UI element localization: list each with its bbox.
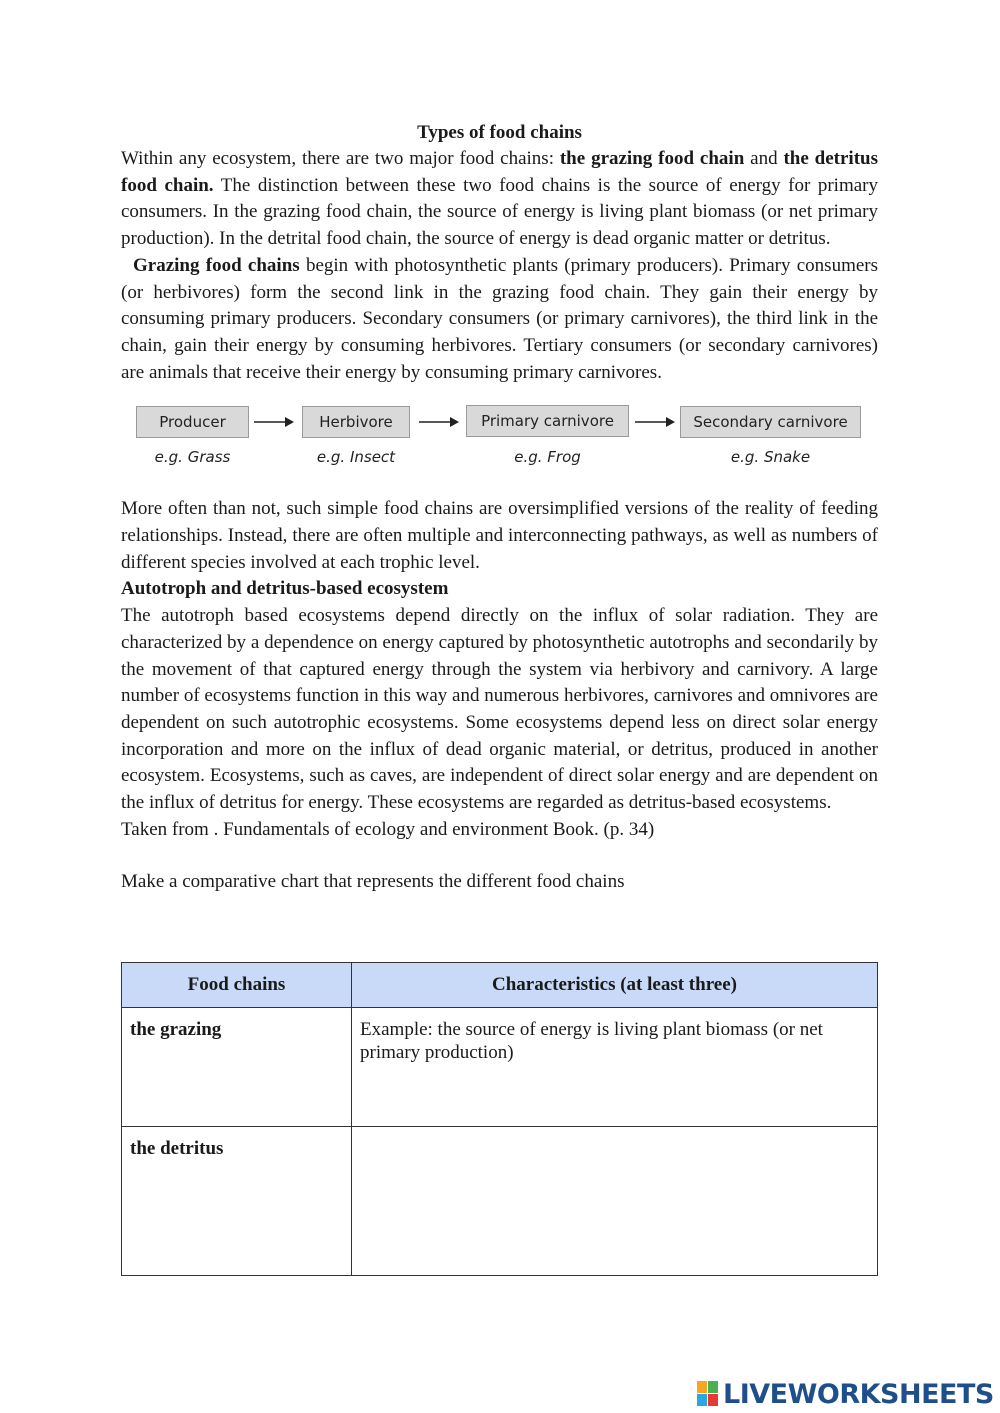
source-citation: Taken from . Fundamentals of ecology and environment Book. (p. 34): [121, 818, 655, 840]
arrow-icon: [254, 416, 294, 428]
herbivore-box: Herbivore: [302, 406, 410, 438]
liveworksheets-logo: [697, 1377, 994, 1411]
brand-name: LIVEWORKSHEETS: [723, 1378, 994, 1410]
producer-example: e.g. Grass: [154, 448, 231, 467]
worksheet-page: [121, 119, 878, 896]
primary-carnivore-example: e.g. Frog: [514, 448, 581, 467]
grazing-paragraph: Grazing food chains begin with photosynthetic plants (primary producers). Primary consumers (or herbivores) form the second link in the grazing food chain. They gain their energy by consuming primary producers. Secondary consumers (or primary carnivores), the third link in the chain, gain their energy by consuming herbivores. Tertiary consumers (or secondary carnivores) are animals that receive their energy by consuming primary carnivores.: [121, 254, 879, 383]
arrow-icon: [419, 416, 459, 428]
autotroph-paragraph: The autotroph based ecosystems depend directly on the influx of solar radiation. They are characterized by a dependence on energy captured by photosynthetic autotrophs and secondarily by the movement of that captured energy through the system via herbivory and carnivory. A large number of ecosystems function in this way and numerous herbivores, carnivores and omnivores are dependent on such autotrophic ecosystems. Some ecosystems depend less on direct solar energy incorporation and more on the influx of dead organic material, or detritus, produced in another ecosystem. Ecosystems, such as caves, are independent of direct solar energy and are dependent on the influx of detritus for energy. These ecosystems are regarded as detritus-based ecosystems.: [121, 605, 878, 814]
autotroph-heading: Autotroph and detritus-based ecosystem: [121, 578, 449, 600]
arrow-icon: [635, 416, 675, 428]
row-label-grazing: the grazing: [122, 1008, 352, 1127]
intro-paragraph: Within any ecosystem, there are two major food chains: the grazing food chain and the detritus food chain. The distinction between these two food chains is the source of energy for primary consumers. In the grazing food chain, the source of energy is living plant biomass (or net primary production). In the detrital food chain, the source of energy is dead organic matter or detritus.: [121, 148, 879, 250]
secondary-carnivore-box: Secondary carnivore: [680, 406, 861, 438]
table-row: [122, 1008, 878, 1127]
liveworksheets-logo-icon: [697, 1381, 719, 1407]
comparative-chart: [121, 962, 878, 1276]
oversimplified-paragraph: More often than not, such simple food chains are oversimplified versions of the reality of feeding relationships. Instead, there are often multiple and interconnecting pathways, as well as numbers of different species involved at each trophic level.: [121, 498, 878, 573]
header-food-chains: Food chains: [122, 963, 352, 1008]
primary-carnivore-box: Primary carnivore: [466, 405, 629, 437]
detritus-characteristics-input[interactable]: [352, 1127, 878, 1276]
table-row: [122, 1127, 878, 1276]
herbivore-example: e.g. Insect: [316, 448, 396, 467]
producer-box: Producer: [136, 406, 249, 438]
food-chain-diagram: [121, 392, 878, 488]
header-characteristics: Characteristics (at least three): [352, 963, 878, 1008]
instruction-text: Make a comparative chart that represents the different food chains: [121, 871, 625, 893]
page-title: Types of food chains: [417, 122, 582, 143]
row-label-detritus: the detritus: [122, 1127, 352, 1276]
table-header-row: [122, 963, 878, 1008]
secondary-carnivore-example: e.g. Snake: [730, 448, 811, 467]
grazing-characteristics-input[interactable]: Example: the source of energy is living plant biomass (or net primary production): [352, 1008, 878, 1127]
